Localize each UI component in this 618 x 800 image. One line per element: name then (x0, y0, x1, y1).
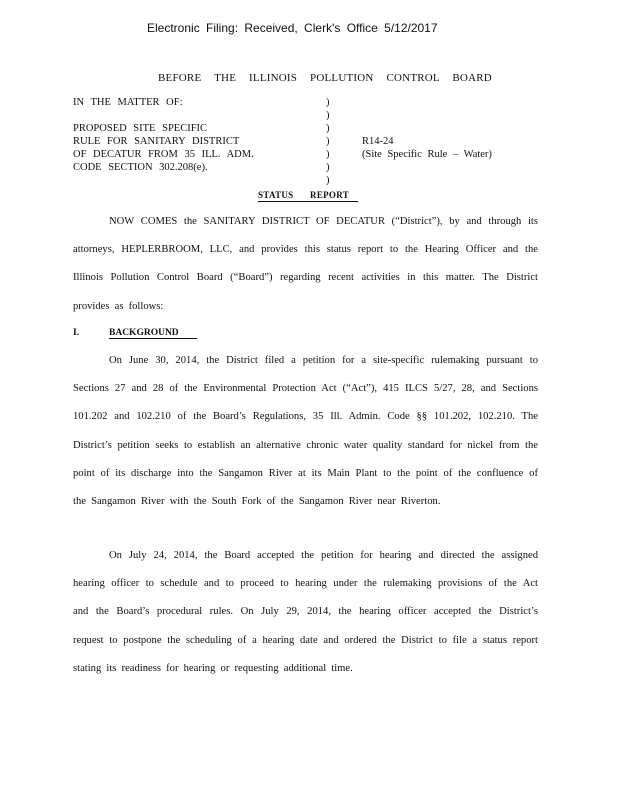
caption-paren: ) (326, 97, 330, 108)
docket-number: R14-24 (362, 136, 394, 147)
caption-parentheses (326, 96, 330, 187)
intro-paragraph: NOW COMES the SANITARY DISTRICT OF DECATUR (“District”), by and through its attorneys, HEPLERBROOM, LLC, and provides this status report to the Hearing Officer and the Illinois Pollution Control Board (“Board”) regarding recent activities in this matter. The District provides as follows: (73, 216, 538, 312)
background-paragraph-1: On June 30, 2014, the District filed a petition for a site-specific rulemaking pursuant to Sections 27 and 28 of the Environmental Protection Act (“Act”), 415 ILCS 5/27, 28, and Sections 101.202 and 102.210 of the Board’s Regulations, 35 Ill. Admin. Code §§ 101.202, 102.210. The District’s petition seeks to establish an alternative chronic water quality standard for nickel from the point of its discharge into the Sangamon River at its Main Plant to the point of the confluence of the Sangamon River with the South Fork of the Sangamon River near Riverton. (73, 355, 538, 508)
caption-paren: ) (326, 136, 330, 147)
caption-paren: ) (326, 175, 330, 186)
document-title: STATUS REPORT (258, 190, 358, 202)
background-paragraph-2: On July 24, 2014, the Board accepted the petition for hearing and directed the assigned hearing officer to schedule and to proceed to hearing under the rulemaking provisions of the Act and the Board’s procedural rules. On July 29, 2014, the hearing officer accepted the District’s request to postpone the scheduling of a hearing date and ordered the District to file a status report stating its readiness for hearing or requesting additional time. (73, 550, 538, 674)
caption-right-line (362, 122, 492, 135)
caption-right-line (362, 109, 492, 122)
filing-stamp: Electronic Filing: Received, Clerk's Office 5/12/2017 (147, 21, 438, 35)
caption-right-line (362, 96, 492, 109)
section-title: BACKGROUND (109, 328, 197, 339)
caption-paren: ) (326, 123, 330, 134)
caption-paren: ) (326, 149, 330, 160)
caption-line: PROPOSED SITE SPECIFIC (73, 123, 208, 134)
caption-paren: ) (326, 110, 330, 121)
caption-matter (73, 96, 254, 174)
court-heading: BEFORE THE ILLINOIS POLLUTION CONTROL BOARD (158, 72, 492, 84)
caption-line: CODE SECTION 302.208(e). (73, 162, 208, 173)
docket-type: (Site Specific Rule – Water) (362, 149, 492, 160)
caption-right-line (362, 161, 492, 174)
section-heading (73, 328, 197, 339)
caption-line: RULE FOR SANITARY DISTRICT (73, 136, 240, 147)
caption-docket (362, 96, 492, 174)
caption-line: OF DECATUR FROM 35 ILL. ADM. (73, 149, 254, 160)
caption-line (73, 109, 254, 122)
section-number: I. (73, 328, 80, 338)
caption-paren: ) (326, 162, 330, 173)
caption-line: IN THE MATTER OF: (73, 97, 183, 108)
